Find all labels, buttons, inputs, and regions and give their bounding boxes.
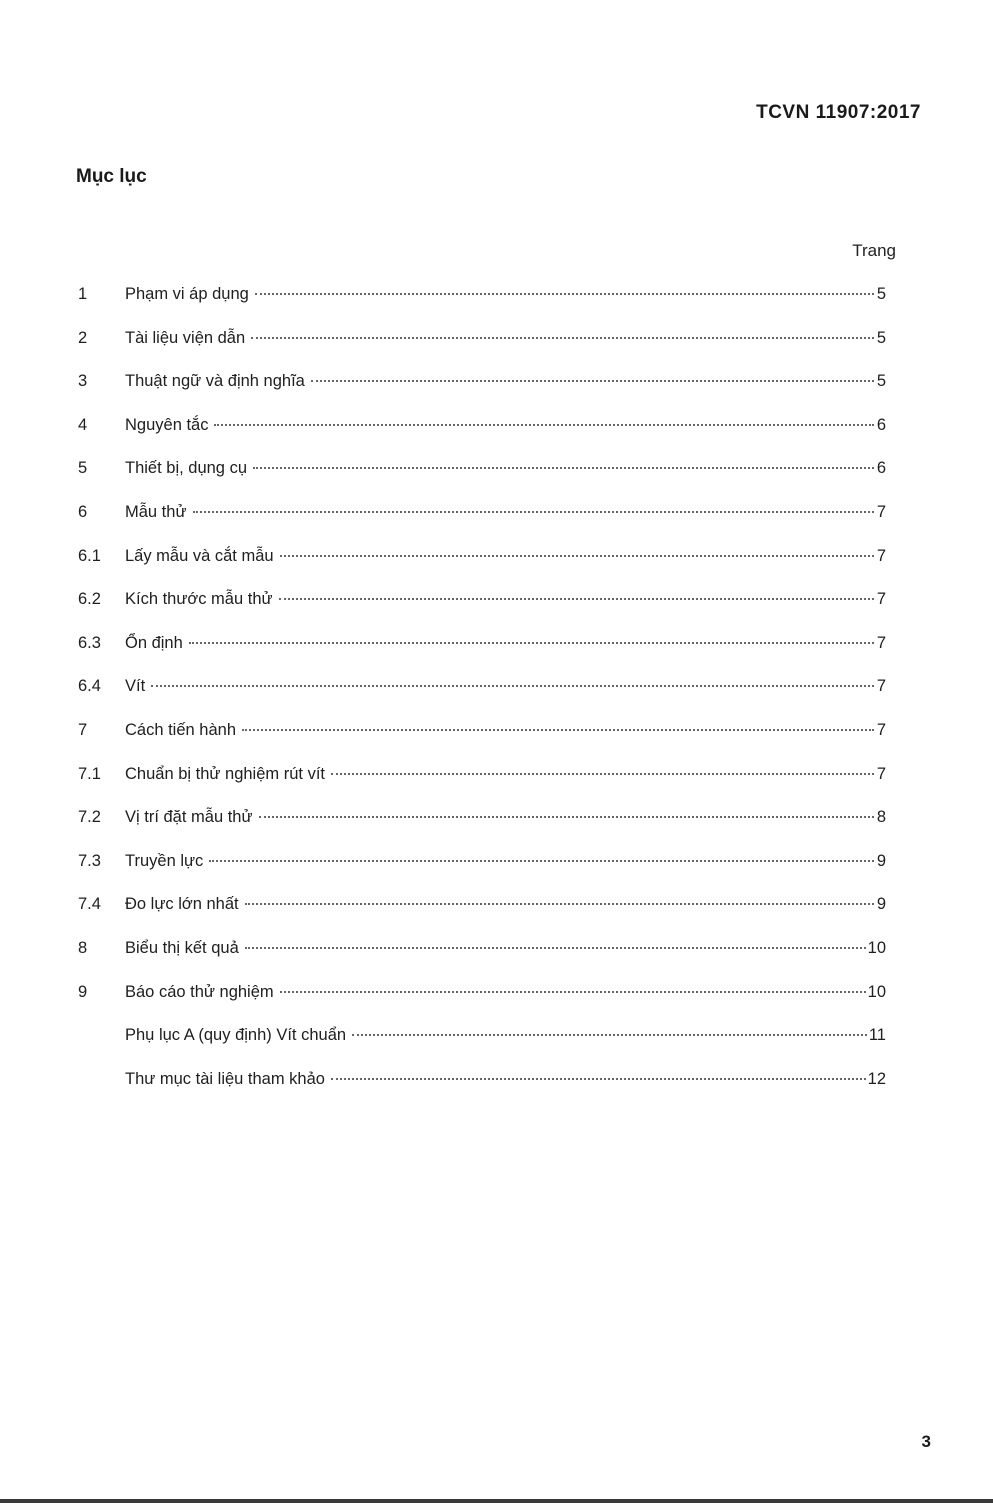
- toc-entry-5[interactable]: [78, 459, 886, 503]
- toc-entry-title: Vít: [125, 677, 146, 696]
- toc-entry-page: 11: [868, 1026, 886, 1045]
- document-code: TCVN 11907:2017: [756, 102, 921, 123]
- dot-leader: [245, 947, 866, 949]
- toc-entry-number: 7.4: [78, 895, 101, 914]
- toc-entry-number: 6: [78, 502, 88, 521]
- page-column-label: Trang: [852, 241, 896, 260]
- toc-entry-title: Nguyên tắc: [125, 415, 209, 434]
- toc-entry-7-4[interactable]: [78, 895, 886, 939]
- toc-entry-1[interactable]: [78, 285, 886, 329]
- toc-entry-title: Báo cáo thử nghiệm: [125, 982, 274, 1001]
- toc-entry-title: Kích thước mẫu thử: [125, 590, 273, 609]
- toc-entry-title: Mẫu thử: [125, 502, 187, 521]
- toc-entry-page: 8: [876, 808, 886, 827]
- toc-entry-9[interactable]: [78, 983, 886, 1027]
- dot-leader: [253, 467, 874, 469]
- dot-leader: [214, 424, 874, 426]
- toc-entry-title: Vị trí đặt mẫu thử: [125, 808, 253, 827]
- dot-leader: [311, 380, 874, 382]
- toc-entry-7-1[interactable]: [78, 765, 886, 809]
- toc-entry-title: Biểu thị kết quả: [125, 938, 239, 957]
- toc-entry-6-2[interactable]: [78, 590, 886, 634]
- toc-entry-title: Thiết bị, dụng cụ: [125, 459, 247, 478]
- toc-entry-page: 10: [867, 938, 886, 957]
- toc-entry-page: 7: [876, 590, 886, 609]
- dot-leader: [242, 729, 874, 731]
- toc-entry-number: 4: [78, 415, 88, 434]
- dot-leader: [251, 337, 874, 339]
- toc-entry-page: 6: [876, 415, 886, 434]
- toc-entry-number: 6.2: [78, 590, 101, 609]
- toc-entry-6[interactable]: [78, 503, 886, 547]
- toc-entry-page: 7: [876, 677, 886, 696]
- toc-entry-title: Thuật ngữ và định nghĩa: [125, 372, 305, 391]
- toc-entry-page: 7: [876, 764, 886, 783]
- toc-entry-title: Chuẩn bị thử nghiệm rút vít: [125, 764, 325, 783]
- bottom-edge-line: [0, 1499, 993, 1503]
- dot-leader: [280, 555, 874, 557]
- toc-entry-number: 8: [78, 938, 88, 957]
- toc-entry-number: 6.3: [78, 633, 101, 652]
- toc-entry-number: 3: [78, 372, 88, 391]
- toc-entry-number: 7.2: [78, 808, 101, 827]
- toc-entry-page: 7: [876, 633, 886, 652]
- toc-entry-page: 7: [876, 546, 886, 565]
- toc-entry-7-3[interactable]: [78, 852, 886, 896]
- toc-entry-2[interactable]: [78, 329, 886, 373]
- dot-leader: [245, 903, 874, 905]
- toc-entry-3[interactable]: [78, 372, 886, 416]
- toc-entry-number: 7: [78, 720, 88, 739]
- toc-entry-6-3[interactable]: [78, 634, 886, 678]
- toc-entry-number: 1: [78, 285, 88, 303]
- toc-entry-title: Đo lực lớn nhất: [125, 895, 239, 914]
- dot-leader: [279, 598, 874, 600]
- toc-entry-title: Truyền lực: [125, 851, 204, 870]
- toc-entry-title: Phạm vi áp dụng: [125, 285, 249, 303]
- toc-entry-page: 12: [867, 1069, 886, 1088]
- toc-entry-number: 7.1: [78, 764, 101, 783]
- toc-entry-number: 2: [78, 328, 88, 347]
- toc-entry-number: 7.3: [78, 851, 101, 870]
- dot-leader: [331, 1078, 866, 1080]
- dot-leader: [193, 511, 875, 513]
- dot-leader: [331, 773, 874, 775]
- dot-leader: [255, 293, 874, 295]
- toc-entry-title: Thư mục tài liệu tham khảo: [125, 1069, 325, 1088]
- toc-entry-number: 6.1: [78, 546, 101, 565]
- dot-leader: [151, 685, 874, 687]
- toc-entry-page: 6: [876, 459, 886, 478]
- toc-entry-7[interactable]: [78, 721, 886, 765]
- toc-entry-title: Cách tiến hành: [125, 720, 236, 739]
- toc-entry-number: 9: [78, 982, 88, 1001]
- dot-leader: [189, 642, 874, 644]
- page-number: 3: [921, 1432, 931, 1451]
- toc-entry-page: 9: [876, 895, 886, 914]
- toc-entry-6-4[interactable]: [78, 677, 886, 721]
- toc-entry-number: 6.4: [78, 677, 101, 696]
- toc-entry-page: 5: [876, 285, 886, 303]
- toc-entry-title: Tài liệu viện dẫn: [125, 328, 246, 347]
- toc-entry-page: 7: [876, 720, 886, 739]
- toc-entry-title: Ổn định: [125, 633, 183, 652]
- toc-entry-page: 10: [867, 982, 886, 1001]
- toc-list: [78, 285, 886, 1113]
- toc-entry-4[interactable]: [78, 416, 886, 460]
- toc-entry-page: 7: [876, 502, 886, 521]
- toc-entry-number: 5: [78, 459, 88, 478]
- dot-leader: [209, 860, 874, 862]
- toc-entry-page: 9: [876, 851, 886, 870]
- toc-entry-annex-a[interactable]: [78, 1026, 886, 1070]
- toc-entry-title: Lấy mẫu và cắt mẫu: [125, 546, 274, 565]
- toc-title: Mục lục: [76, 166, 147, 187]
- toc-entry-page: 5: [876, 328, 886, 347]
- dot-leader: [280, 991, 866, 993]
- dot-leader: [259, 816, 874, 818]
- dot-leader: [352, 1034, 867, 1036]
- toc-entry-8[interactable]: [78, 939, 886, 983]
- toc-entry-6-1[interactable]: [78, 547, 886, 591]
- toc-entry-page: 5: [876, 372, 886, 391]
- toc-entry-title: Phụ lục A (quy định) Vít chuẩn: [125, 1026, 347, 1045]
- toc-entry-bibliography[interactable]: [78, 1070, 886, 1114]
- toc-entry-7-2[interactable]: [78, 808, 886, 852]
